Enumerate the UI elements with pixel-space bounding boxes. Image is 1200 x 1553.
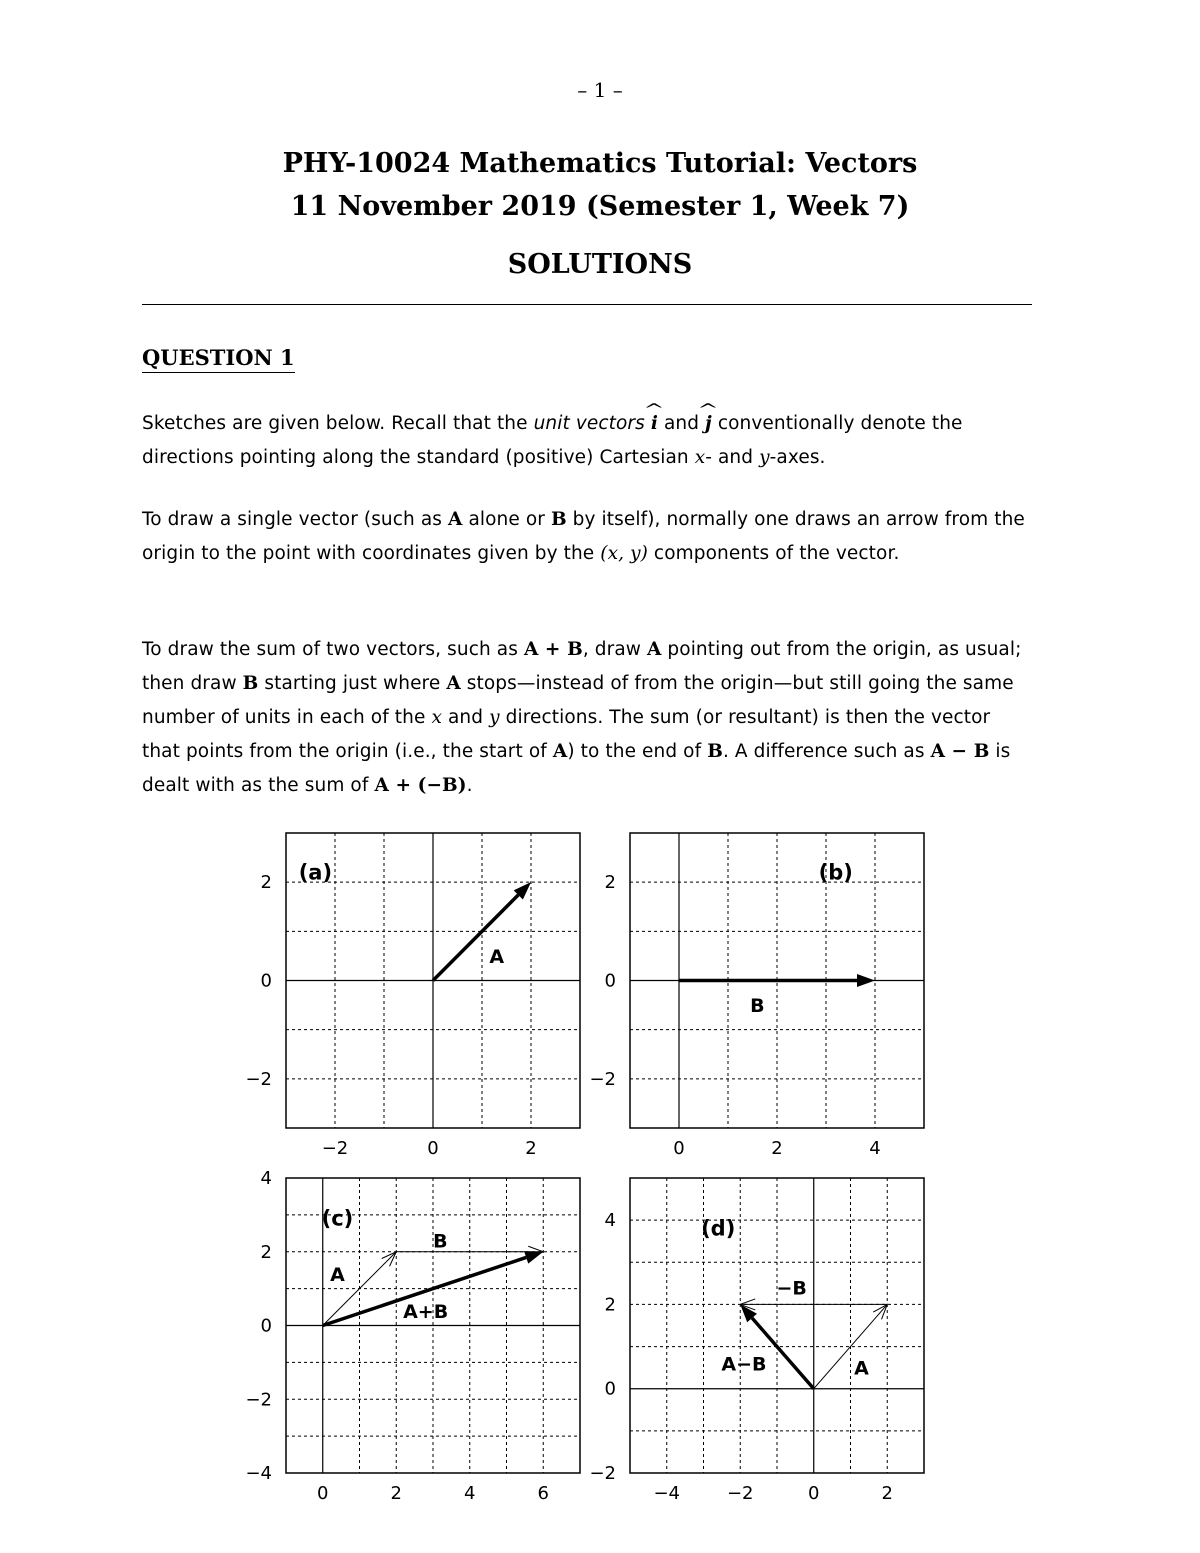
title-line-2: 11 November 2019 (Semester 1, Week 7) bbox=[290, 191, 910, 222]
y-tick-label: −2 bbox=[245, 1389, 272, 1411]
y-tick-label: −4 bbox=[245, 1463, 272, 1484]
title-line-1: PHY-10024 Mathematics Tutorial: Vectors bbox=[282, 148, 918, 179]
panel-label: (d) bbox=[701, 1216, 736, 1241]
unit-vector-j: ^ j bbox=[705, 407, 712, 441]
y-tick-label: −2 bbox=[589, 1068, 616, 1090]
vector-label: B bbox=[433, 1230, 448, 1253]
x-tick-label: 0 bbox=[808, 1483, 820, 1504]
vector-label: −B bbox=[776, 1277, 807, 1300]
x-tick-label: −2 bbox=[726, 1483, 754, 1504]
arrowhead bbox=[857, 974, 875, 987]
y-tick-label: −2 bbox=[589, 1463, 616, 1484]
vector-A bbox=[433, 895, 518, 981]
y-tick-label: 2 bbox=[260, 1241, 272, 1263]
x-tick-label: 6 bbox=[537, 1483, 549, 1504]
x-tick-label: −2 bbox=[321, 1138, 349, 1159]
paragraph-vector-sum: To draw the sum of two vectors, such as A + B, draw A pointing out from the origin, as usual; then draw B starting just where A stops—instead of from the origin—but still going the same number of units in each of the x and y directions. The sum (or resultant) is then the vector that points from the origin (i.e., the start of A) to the end of B. A difference such as A − B is dealt with as the sum of A + (−B). bbox=[142, 639, 1022, 796]
x-tick-label: 2 bbox=[771, 1138, 783, 1159]
question-heading: QUESTION 1 bbox=[142, 345, 295, 373]
x-tick-label: 4 bbox=[464, 1483, 476, 1504]
y-tick-label: 0 bbox=[260, 1315, 272, 1337]
x-tick-label: 0 bbox=[673, 1138, 685, 1159]
y-tick-label: 2 bbox=[260, 872, 272, 894]
page-number: – 1 – bbox=[577, 78, 623, 102]
arrowhead bbox=[524, 1251, 543, 1263]
paragraph-unit-vectors: Sketches are given below. Recall that the unit vectors ^ i and ^ j conventionally denote the directions pointing along the standard (positive) Cartesian x- and y-axes. bbox=[142, 407, 1034, 475]
y-tick-label: 0 bbox=[604, 970, 616, 992]
x-tick-label: 2 bbox=[881, 1483, 893, 1504]
panel-label: (a) bbox=[298, 860, 333, 885]
y-tick-label: 2 bbox=[604, 1294, 616, 1316]
y-tick-label: 4 bbox=[260, 1168, 272, 1189]
y-tick-label: 4 bbox=[604, 1210, 616, 1232]
solutions-label: SOLUTIONS bbox=[507, 249, 693, 280]
panel-a bbox=[245, 833, 580, 1159]
panel-label: (c) bbox=[321, 1206, 354, 1231]
vector-label: A bbox=[489, 945, 505, 968]
paragraph-single-vector: To draw a single vector (such as A alone or B by itself), normally one draws an arrow from the origin to the point with coordinates given by the (x, y) components of the vector. bbox=[142, 509, 1025, 564]
x-tick-label: 2 bbox=[525, 1138, 537, 1159]
panel-label: (b) bbox=[818, 860, 853, 885]
y-tick-label: −2 bbox=[245, 1068, 272, 1090]
unit-vector-i: ^ i bbox=[651, 407, 658, 441]
y-tick-label: 2 bbox=[604, 872, 616, 894]
y-tick-label: 0 bbox=[604, 1378, 616, 1400]
vector-label: A−B bbox=[721, 1353, 767, 1376]
x-tick-label: 0 bbox=[317, 1483, 329, 1504]
x-tick-label: −4 bbox=[653, 1483, 681, 1504]
panel-c bbox=[245, 1168, 580, 1504]
vector-label: A bbox=[854, 1357, 869, 1380]
panel-b bbox=[589, 833, 924, 1159]
vector-label: A+B bbox=[403, 1300, 449, 1323]
x-tick-label: 2 bbox=[390, 1483, 402, 1504]
x-tick-label: 4 bbox=[869, 1138, 881, 1159]
vector-label: B bbox=[750, 995, 765, 1018]
panel-d bbox=[589, 1178, 924, 1504]
vector-label: A bbox=[330, 1263, 345, 1286]
y-tick-label: 0 bbox=[260, 970, 272, 992]
x-tick-label: 0 bbox=[427, 1138, 439, 1159]
